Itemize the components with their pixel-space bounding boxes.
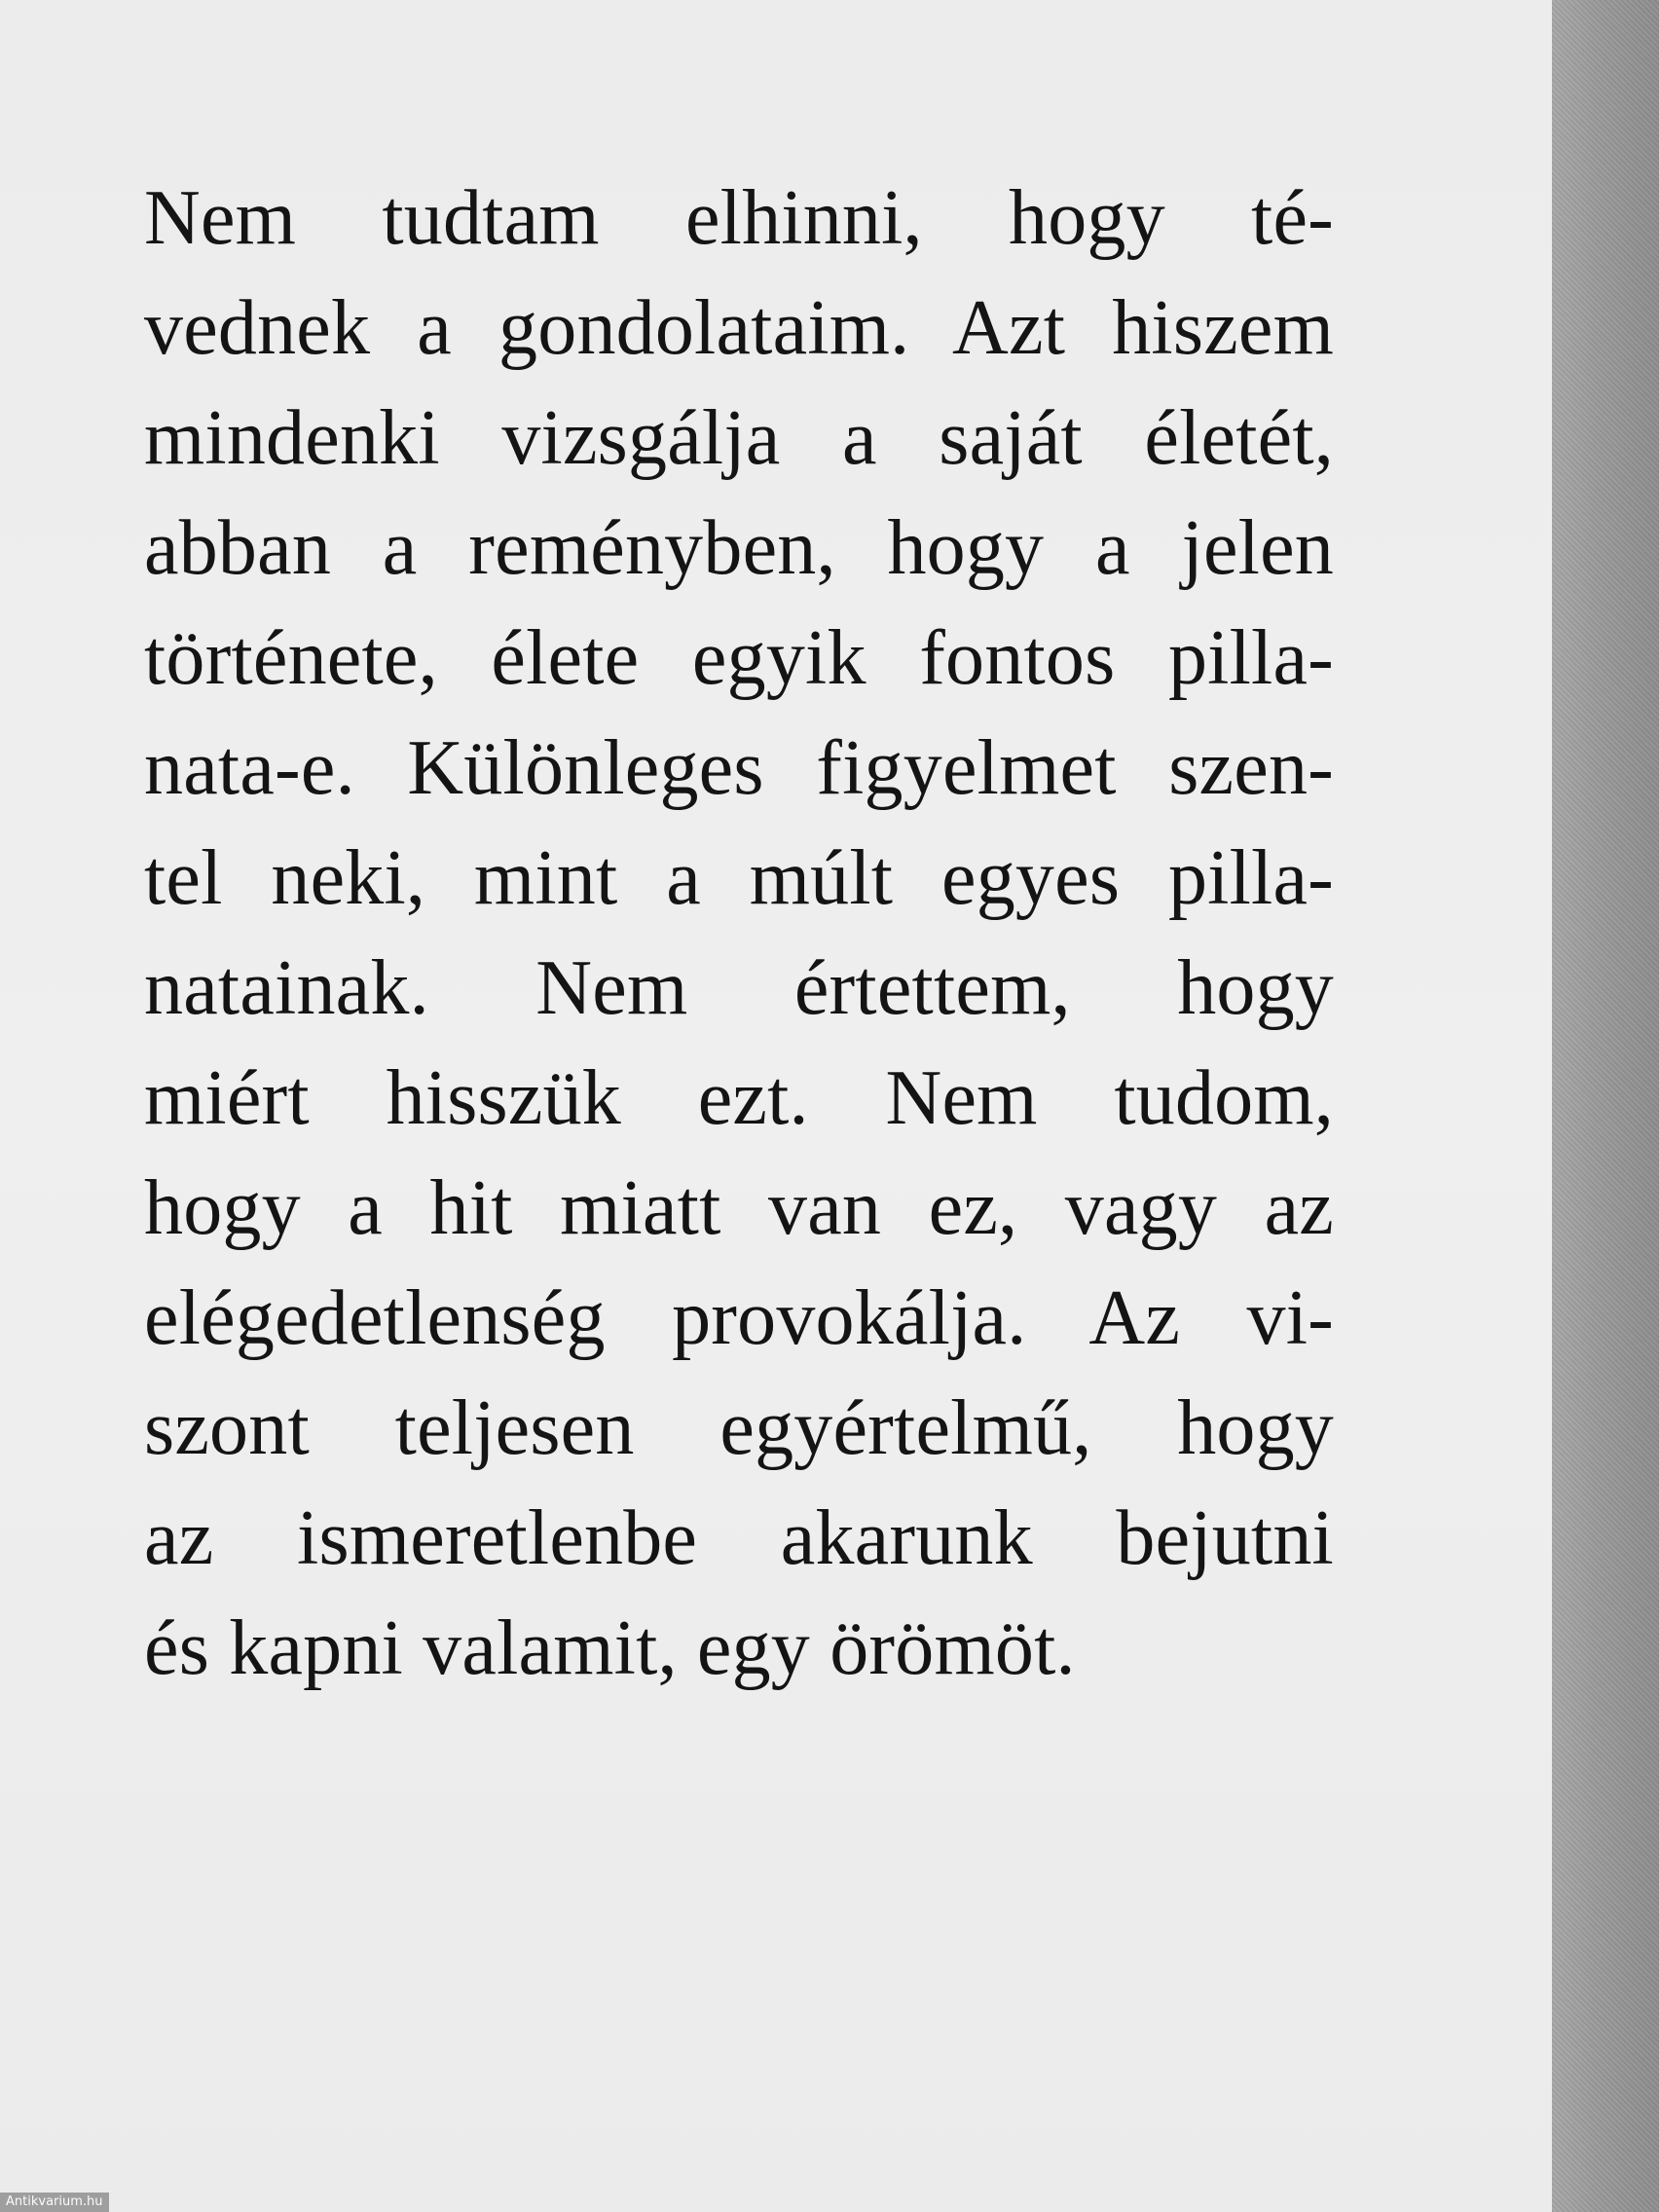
text-line: tel neki, mint a múlt egyes pilla-: [144, 835, 1334, 921]
text-line: Nem tudtam elhinni, hogy té-: [144, 175, 1334, 261]
text-line: története, élete egyik fontos pilla-: [144, 615, 1334, 701]
text-line: mindenki vizsgálja a saját életét,: [144, 395, 1334, 481]
text-line: az ismeretlenbe akarunk bejutni: [144, 1495, 1334, 1581]
body-paragraph: [144, 164, 1334, 1704]
page-edge-shadow: [1552, 0, 1659, 2212]
text-line: vednek a gondolataim. Azt hiszem: [144, 285, 1334, 371]
text-line: miért hisszük ezt. Nem tudom,: [144, 1055, 1334, 1141]
watermark-label: Antikvarium.hu: [0, 2193, 109, 2212]
text-line: nata-e. Különleges figyelmet szen-: [144, 725, 1334, 811]
text-line: abban a reményben, hogy a jelen: [144, 505, 1334, 591]
text-line: elégedetlenség provokálja. Az vi-: [144, 1275, 1334, 1361]
text-line: natainak. Nem értettem, hogy: [144, 945, 1334, 1031]
text-line: szont teljesen egyértelmű, hogy: [144, 1385, 1334, 1471]
text-line: és kapni valamit, egy örömöt.: [144, 1605, 1076, 1691]
text-line: hogy a hit miatt van ez, vagy az: [144, 1165, 1334, 1251]
